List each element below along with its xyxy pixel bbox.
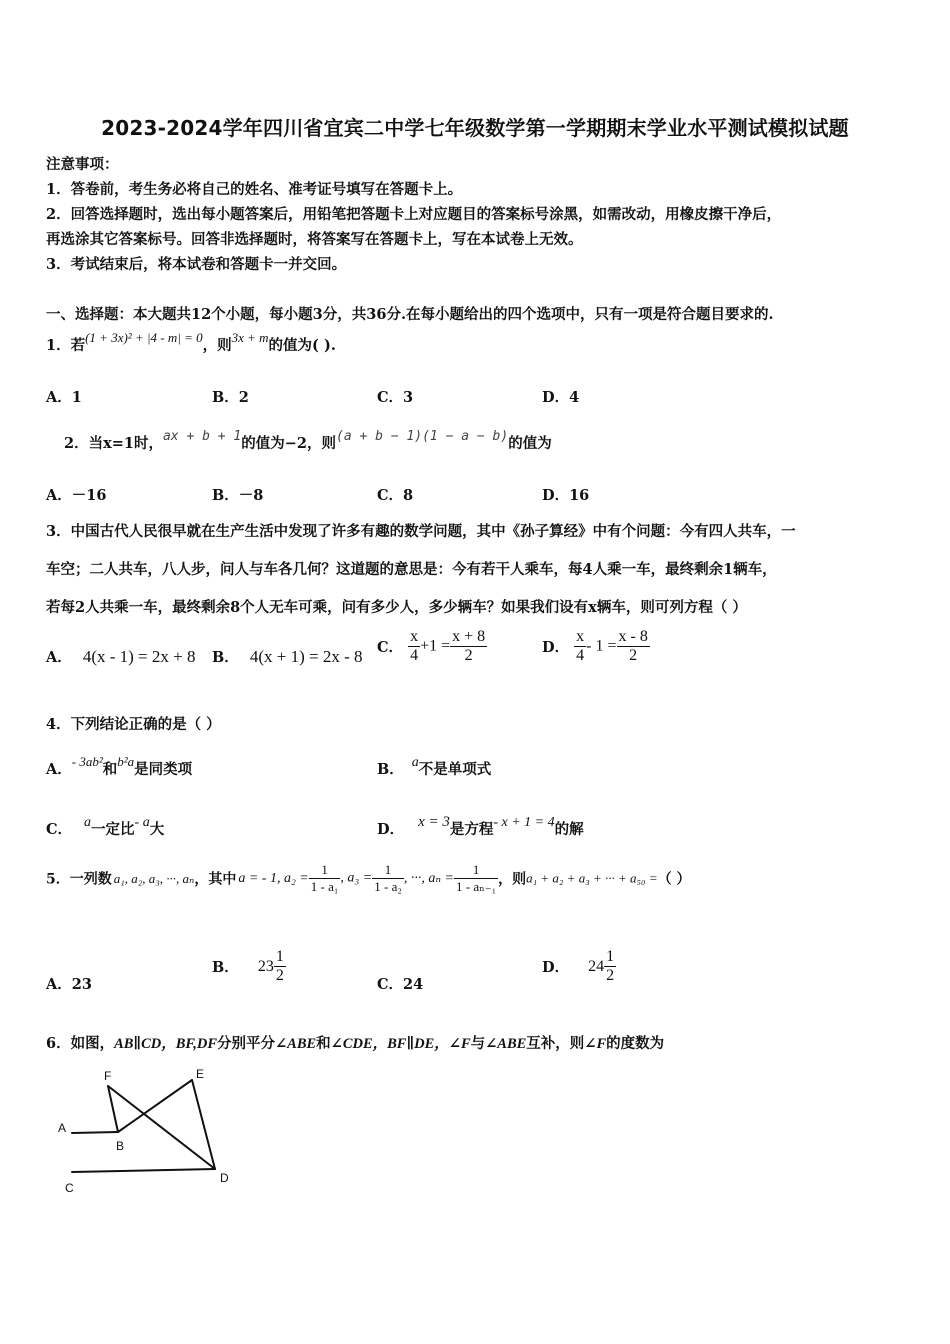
q5-b-label: B．	[212, 959, 239, 976]
q4-a-e2: b²a	[117, 754, 135, 769]
q2-option-a: A．－16	[46, 487, 107, 504]
label-c: C	[65, 1181, 74, 1195]
q4-d-t2: 的解	[554, 821, 584, 838]
q4-c-t1: 一定比	[91, 821, 135, 838]
q5-suffix: （ ）	[657, 871, 691, 888]
q1-option-a: A．1	[46, 389, 82, 406]
q6-t1: 分别平分	[217, 1035, 275, 1052]
section-heading: 一、选择题：本大题共12个小题，每小题3分，共36分.在每小题给出的四个选项中，只有一项是符合题目要求的.	[46, 306, 774, 323]
q2-expr2: (a + b − 1)(1 − a − b)	[336, 429, 509, 444]
q1-suffix: 的值为( ).	[268, 337, 336, 354]
q5-option-d	[542, 948, 616, 985]
notice-item-3: 3．考试结束后，将本试卷和答题卡一并交回。	[46, 256, 347, 273]
q5-sep-1: , a₃ =	[340, 870, 373, 886]
q4-stem: 4．下列结论正确的是（ ）	[46, 716, 221, 733]
q5-b-den: 2	[275, 967, 284, 984]
page-title: 2023-2024学年四川省宜宾二中学七年级数学第一学期期末学业水平测试模拟试题	[101, 116, 849, 140]
q5-f1-den: 1 - a₁	[310, 879, 339, 894]
q6-t4: 互补，则	[526, 1035, 585, 1052]
q4-option-b	[377, 755, 492, 779]
q6-ital-5: ∠F	[584, 1036, 607, 1052]
notice-item-1: 1．答卷前，考生务必将自己的姓名、准考证号填写在答题卡上。	[46, 181, 463, 198]
q5-b-frac	[274, 948, 286, 985]
q2-prefix: 2．当x=1时，	[64, 435, 163, 452]
q1-expr2: 3x + m	[231, 330, 269, 345]
q4-d-t1: 是方程	[449, 821, 494, 838]
q1-prefix: 1．若	[46, 337, 86, 354]
q4-b-t1: 不是单项式	[418, 761, 492, 778]
segment-be	[118, 1080, 192, 1132]
q2-option-b: B．－8	[212, 487, 264, 504]
q5-frac-2	[372, 862, 404, 895]
q5-seq: a₁, a₂, a₃, ···, aₙ	[113, 870, 195, 886]
segment-ed	[192, 1080, 215, 1169]
q5-then: ，则	[498, 871, 527, 888]
q2-suffix: 的值为	[508, 435, 552, 452]
q5-option-c: C．24	[377, 976, 424, 993]
label-f: F	[104, 1069, 112, 1083]
q5-frac-1	[309, 862, 341, 895]
q5-mid: ，其中	[194, 871, 237, 888]
q3-option-b-expr: 4(x + 1) = 2x - 8	[249, 647, 363, 666]
q3-option-a-label: A．	[46, 649, 72, 666]
q4-c-e1: a	[84, 815, 92, 830]
q5-option-b	[212, 948, 286, 985]
q4-option-c	[46, 815, 165, 839]
notice-item-2b: 再选涂其它答案标号。回答非选择题时，将答案写在答题卡上，写在本试卷上无效。	[46, 231, 583, 248]
q4-c-e2: - a	[134, 815, 150, 830]
q1-expr1: (1 + 3x)² + |4 - m| = 0	[85, 330, 203, 345]
label-a: A	[58, 1121, 67, 1135]
q3-line-1: 3．中国古代人民很早就在生产生活中发现了许多有趣的数学问题，其中《孙子算经》中有个问题：今有四人共车，一	[46, 523, 796, 540]
q3-option-a-expr: 4(x - 1) = 2x + 8	[82, 647, 196, 666]
q3-option-b-label: B．	[212, 649, 239, 666]
label-b: B	[116, 1139, 125, 1153]
q2-option-d: D．16	[542, 487, 590, 504]
label-e: E	[196, 1067, 205, 1081]
q5-d-label: D．	[542, 959, 570, 976]
q3-option-d-lhs	[574, 628, 586, 665]
q3-option-c-lhs	[408, 628, 420, 665]
q4-c-label: C．	[46, 821, 73, 838]
q4-option-d	[377, 814, 584, 839]
q3-option-b	[212, 646, 363, 667]
q3-d-lhs-num: x	[576, 628, 585, 645]
notice-heading: 注意事项：	[46, 156, 119, 173]
q4-b-label: B．	[377, 761, 404, 778]
q5-f1-num: 1	[309, 862, 341, 879]
q4-d-e1: x = 3	[418, 814, 450, 830]
q4-d-label: D．	[377, 821, 405, 838]
q3-option-c-label: C．	[377, 639, 404, 656]
q3-option-d	[542, 628, 650, 665]
q5-f2-den: 1 - a₂	[374, 879, 402, 894]
q4-a-t1: 和	[102, 761, 118, 778]
question-1	[46, 330, 336, 355]
q4-a-t2: 是同类项	[134, 761, 193, 778]
q5-b-int: 23	[257, 957, 274, 975]
segment-ab	[72, 1132, 118, 1133]
q2-expr1: ax + b + 1	[162, 429, 242, 444]
q5-f3-den: 1 - aₙ₋₁	[456, 879, 497, 894]
q6-t5: 的度数为	[606, 1035, 665, 1052]
q4-option-a	[46, 754, 193, 779]
q1-option-c: C．3	[377, 389, 414, 406]
q1-mid: ，则	[202, 337, 232, 354]
q4-c-t2: 大	[149, 821, 165, 838]
q3-option-d-rhs	[617, 628, 650, 665]
q5-f3-num: 1	[454, 862, 498, 879]
question-2	[64, 429, 552, 453]
q6-pre: 6．如图，	[46, 1035, 115, 1052]
notice-item-2a: 2．回答选择题时，选出每小题答案后，用铅笔把答题卡上对应题目的答案标号涂黑，如需改动，用橡皮擦干净后，	[46, 206, 782, 223]
q5-f2-num: 1	[372, 862, 404, 879]
question-6	[46, 1032, 664, 1053]
q5-prefix: 5．一列数	[46, 871, 112, 888]
q5-def-a: a = - 1, a₂ =	[238, 870, 309, 886]
label-d: D	[220, 1171, 229, 1185]
q6-ital-2: ∠ABE	[275, 1036, 317, 1052]
q6-ital-3: ∠CDE，BF∥DE，∠F	[330, 1036, 471, 1052]
q5-d-int: 24	[588, 957, 605, 975]
segment-cd	[72, 1169, 215, 1172]
q2-mid: 的值为−2，则	[241, 435, 337, 452]
q4-b-e1: a	[411, 755, 419, 770]
q3-option-c-mid: +1 =	[420, 637, 451, 655]
q3-option-a	[46, 646, 196, 667]
q3-d-rhs-num: x - 8	[618, 628, 648, 645]
q5-sum: a₁ + a₂ + a₃ + ··· + a₅₀ =	[526, 870, 658, 886]
q2-option-c: C．8	[377, 487, 414, 504]
q3-line-2: 车空；二人共车，八人步，问人与车各几何？这道题的意思是：今有若干人乘车，每4人乘一车，最终剩余1辆车，	[46, 561, 777, 578]
q6-ital-1: AB∥CD，BF,DF	[114, 1036, 217, 1052]
q6-t2: 和	[316, 1035, 331, 1052]
geometry-figure	[50, 1062, 250, 1202]
q4-a-label: A．	[46, 761, 72, 778]
q3-c-rhs-den: 2	[464, 647, 473, 664]
q3-line-3: 若每2人共乘一车，最终剩余8个人无车可乘，问有多少人，多少辆车？如果我们设有x辆车，则可列方程（ ）	[46, 599, 747, 616]
q3-option-d-label: D．	[542, 639, 570, 656]
q3-option-c	[377, 628, 487, 665]
q3-c-lhs-den: 4	[410, 647, 419, 664]
q5-d-frac	[604, 948, 616, 985]
q3-option-c-rhs	[450, 628, 487, 665]
q5-option-a: A．23	[46, 976, 92, 993]
q6-ital-4: ∠ABE	[485, 1036, 527, 1052]
q5-d-den: 2	[606, 967, 615, 984]
q3-c-rhs-num: x + 8	[452, 628, 486, 645]
question-5	[46, 862, 690, 895]
q3-d-rhs-den: 2	[629, 647, 638, 664]
q1-option-b: B．2	[212, 389, 249, 406]
q3-d-lhs-den: 4	[576, 647, 585, 664]
q5-sep-2: , ···, aₙ =	[403, 871, 454, 886]
q5-b-num: 1	[275, 948, 284, 965]
q3-c-lhs-num: x	[410, 628, 419, 645]
q3-option-d-mid: - 1 =	[586, 637, 617, 655]
q5-frac-3	[454, 862, 498, 895]
q1-option-d: D．4	[542, 389, 580, 406]
q4-d-e2: - x + 1 = 4	[493, 815, 555, 830]
q5-d-num: 1	[606, 948, 615, 965]
q6-t3: 与	[470, 1035, 486, 1052]
q4-a-e1: - 3ab²	[71, 754, 103, 769]
